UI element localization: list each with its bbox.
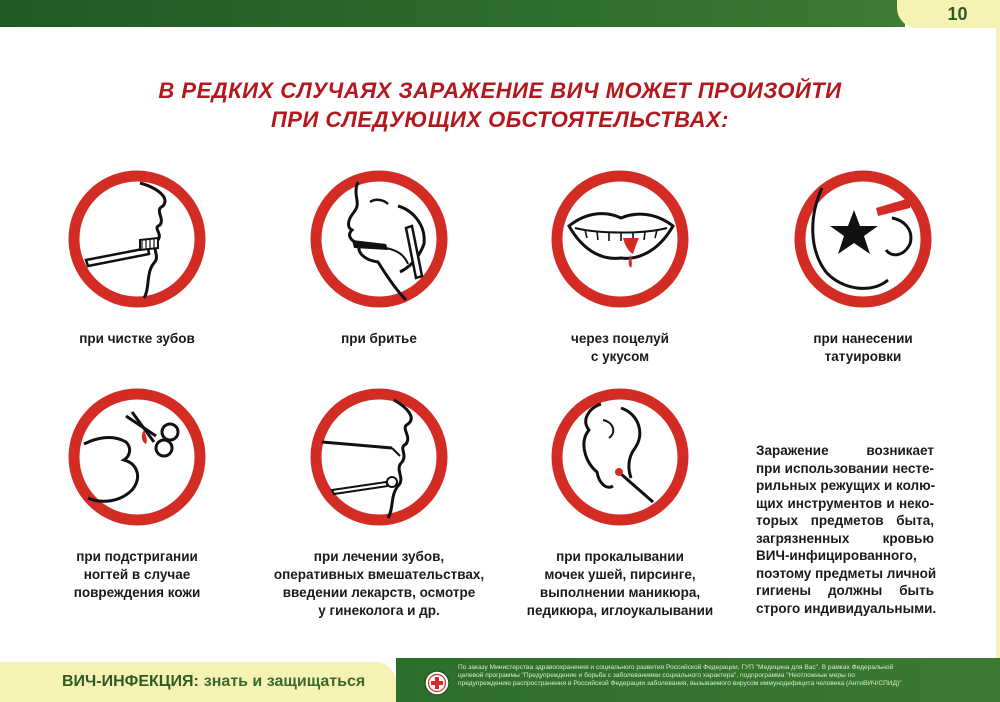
footer-title [0,662,396,702]
headline [140,76,860,134]
dental-tool-icon [308,386,450,528]
caption-ear-piercing: при прокалывании мочек ушей, пирсинге, выполнении маникюра, педикюра, иглоукалывании [526,549,714,618]
footer-credits: По заказу Министерства здравоохранения и социального развития Российской Федерации, ГУП "Медицина для Вас". В рамках Федеральной целевой программы "Предупреждение и борьба с заболеваниями социального характера", подпрограмма "Неотложные меры по предупреждению распространения в Российской Федерации заболевания, вызываемого вирусом иммунодефицита человека (АнтиВИЧ/СПИД)" [458,664,902,688]
caption-tattoo: при нанесении татуировки [813,331,913,364]
medical-cross-logo-icon [424,670,450,696]
caption-dental-tool: при лечении зубов, оперативных вмешательствах, введении лекарств, осмотре у гинеколога и др. [273,549,485,618]
kiss-bite-icon [549,168,691,310]
tattoo-icon [792,168,934,310]
caption-shaving: при бритье [341,331,417,346]
caption-nail-scissors: при подстригании ногтей в случае повреждения кожи [73,549,201,600]
footer-title-strong: ВИЧ-ИНФЕКЦИЯ: [62,673,199,690]
side-text: Заражение возникает при использовании несте- рильных режущих и колю- щих инструментов и неко- торых предметов быта, загрязненных кровью ВИЧ-инфицированного, поэтому предметы личной гигиены должны быть строго индивидуальными. [756,443,937,616]
footer-title-rest: знать и защищаться [203,673,366,690]
toothbrush-icon [66,168,208,310]
headline-line-1: В РЕДКИХ СЛУЧАЯХ ЗАРАЖЕНИЕ ВИЧ МОЖЕТ ПРОИЗОЙТИ [158,78,842,103]
top-bar [0,0,905,27]
shaving-icon [308,168,450,310]
caption-kiss-bite: через поцелуй с укусом [571,331,669,364]
nail-scissors-icon [66,386,208,528]
headline-line-2: ПРИ СЛЕДУЮЩИХ ОБСТОЯТЕЛЬСТВАХ: [270,107,730,132]
ear-piercing-icon [549,386,691,528]
page-number: 10 [897,0,1000,28]
right-strip [996,28,1000,658]
caption-toothbrush: при чистке зубов [79,331,195,346]
